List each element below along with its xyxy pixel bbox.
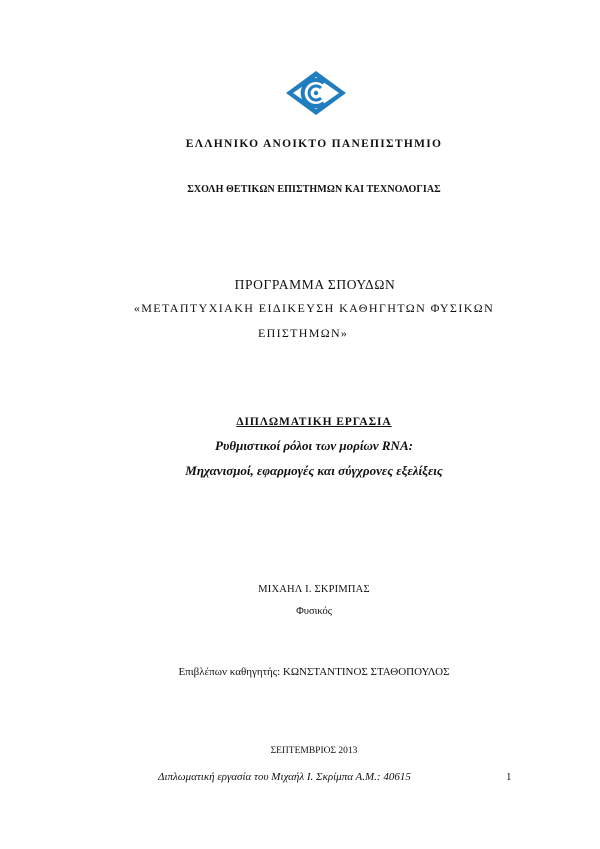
thesis-label: ΔΙΠΛΩΜΑΤΙΚΗ ΕΡΓΑΣΙΑ bbox=[236, 416, 392, 428]
university-name: ΕΛΛΗΝΙΚΟ ΑΝΟΙΚΤΟ ΠΑΝΕΠΙΣΤΗΜΙΟ bbox=[185, 138, 443, 150]
page-number: 1 bbox=[506, 771, 512, 783]
author-profession: Φυσικός bbox=[296, 606, 332, 617]
page-footer: Διπλωματική εργασία του Μιχαήλ Ι. Σκρίμπα Α.Μ.: 40615 bbox=[158, 771, 411, 783]
submission-date: ΣΕΠΤΕΜΒΡΙΟΣ 2013 bbox=[270, 746, 358, 756]
university-emblem-icon bbox=[284, 70, 348, 116]
program-subtitle-line1: «ΜΕΤΑΠΤΥΧΙΑΚΗ ΕΙΔΙΚΕΥΣΗ ΚΑΘΗΓΗΤΩΝ ΦΥΣΙΚΩΝ bbox=[133, 301, 495, 315]
school-name: ΣΧΟΛΗ ΘΕΤΙΚΩΝ ΕΠΙΣΤΗΜΩΝ ΚΑΙ ΤΕΧΝΟΛΟΓΙΑΣ bbox=[187, 184, 441, 195]
program-subtitle-line2: ΕΠΙΣΤΗΜΩΝ» bbox=[258, 326, 349, 340]
thesis-title-line1: Ρυθμιστικοί ρόλοι των μορίων RNA: bbox=[215, 438, 413, 453]
author-name: ΜΙΧΑΗΛ Ι. ΣΚΡΙΜΠΑΣ bbox=[258, 584, 370, 595]
program-title: ΠΡΟΓΡΑΜΜΑ ΣΠΟΥΔΩΝ bbox=[234, 277, 396, 292]
thesis-title-line2: Μηχανισμοί, εφαρμογές και σύγχρονες εξελίξεις bbox=[185, 463, 443, 478]
supervisor-line: Επιβλέπων καθηγητής: ΚΩΝΣΤΑΝΤΙΝΟΣ ΣΤΑΘΟΠΟΥΛΟΣ bbox=[178, 666, 450, 678]
